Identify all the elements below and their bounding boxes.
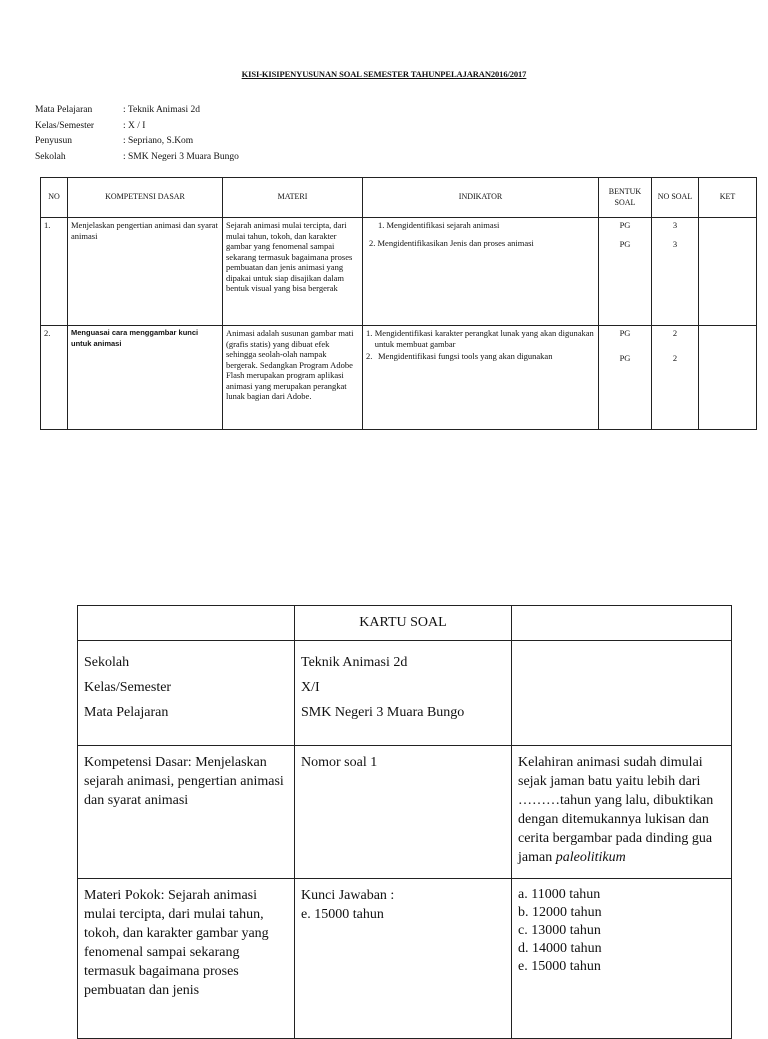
meta-row-school	[35, 150, 239, 166]
option-item: e. 15000 tahun	[518, 959, 601, 974]
kartu-values	[295, 641, 512, 746]
indikator-text: Mengidentifikasi fungsi tools yang akan digunakan	[378, 351, 553, 361]
row-kompetensi: Menguasai cara menggambar kunci untuk animasi	[68, 326, 223, 430]
no-soal-value: 2	[672, 328, 678, 338]
answer-options	[512, 879, 732, 1039]
kunci-value: e. 15000 tahun	[301, 907, 384, 922]
row-bentuk	[599, 218, 652, 326]
indikator-item: 2. Mengidentifikasikan Jenis dan proses animasi	[369, 237, 534, 248]
meta-label: Mata Pelajaran	[35, 105, 93, 115]
question-body: Kelahiran animasi sudah dimulai sejak jaman batu yaitu lebih dari ………tahun yang lalu, dibuktikan dengan ditemukannya lukisan dan cerita bergambar pada dinding gua jaman	[518, 755, 714, 865]
meta-label: Kelas/Semester	[35, 120, 95, 131]
kartu-title: KARTU SOAL	[295, 606, 512, 641]
meta-label: Penyusun	[35, 136, 72, 146]
row-ket	[699, 326, 757, 430]
nomor-soal: Nomor soal 1	[295, 746, 512, 879]
meta-value: : Teknik Animasi 2d	[123, 105, 201, 115]
kartu-answer-row	[78, 879, 732, 1039]
row-ket	[699, 218, 757, 326]
question-italic: paleolitikum	[555, 850, 626, 865]
row-kompetensi: Menjelaskan pengertian animasi dan syarat animasi	[68, 218, 223, 326]
no-soal-value: 3	[672, 220, 678, 230]
row-bentuk	[599, 326, 652, 430]
row-no-soal	[652, 326, 699, 430]
empty-cell	[78, 606, 295, 641]
meta-value: : SMK Negeri 3 Muara Bungo	[123, 151, 239, 162]
row-indikator	[363, 326, 599, 430]
meta-value: : Sepriano, S.Kom	[123, 136, 194, 146]
row-materi: Sejarah animasi mulai tercipta, dari mulai tahun, tokoh, dan karakter gambar yang fenomenal sampai sekarang termasuk bagaimana proses pembuatan dan jenis animasi yang dipakai untuk siap disajikan dalam bentuk visual yang bisa bergerak	[223, 218, 363, 326]
table-header-row	[41, 178, 757, 218]
document-title: KISI-KISIPENYUSUNAN SOAL SEMESTER TAHUNPELAJARAN2016/2017	[241, 69, 527, 79]
table-row	[41, 218, 757, 326]
meta-row-class	[35, 119, 239, 135]
kartu-value: X/I	[301, 680, 320, 695]
meta-row-author	[35, 134, 239, 150]
column-header: INDIKATOR	[363, 178, 599, 218]
kartu-value: Teknik Animasi 2d	[301, 655, 408, 670]
row-materi: Animasi adalah susunan gambar mati (grafis statis) yang dibuat efek sehingga seolah-olah nampak bergerak. Sedangkan Program Adobe Flash merupakan program aplikasi animasi yang merupakan perangkat lunak bagian dari Adobe.	[223, 326, 363, 430]
kompetensi-dasar: Kompetensi Dasar: Menjelaskan sejarah animasi, pengertian animasi dan syarat animasi	[78, 746, 295, 879]
column-header: NO	[41, 178, 68, 218]
row-indikator	[363, 218, 599, 326]
kartu-label: Kelas/Semester	[84, 680, 172, 695]
option-item: c. 13000 tahun	[518, 923, 601, 938]
kartu-label: Mata Pelajaran	[84, 705, 169, 720]
indikator-text: Mengidentifikasi karakter perangkat lunak yang akan digunakan untuk membuat gambar	[374, 328, 594, 349]
column-header: KOMPETENSI DASAR	[68, 178, 223, 218]
kunci-jawaban	[295, 879, 512, 1039]
no-soal-value: 3	[672, 238, 678, 249]
indikator-item: 1. Mengidentifikasi sejarah animasi	[378, 220, 500, 230]
meta-value: : X / I	[123, 120, 146, 131]
row-number: 1.	[41, 218, 68, 326]
kartu-labels	[78, 641, 295, 746]
table-row	[41, 326, 757, 430]
kartu-value: SMK Negeri 3 Muara Bungo	[301, 705, 465, 720]
column-header: MATERI	[223, 178, 363, 218]
option-item: d. 14000 tahun	[518, 941, 602, 956]
row-number: 2.	[41, 326, 68, 430]
materi-pokok: Materi Pokok: Sejarah animasi mulai tercipta, dari mulai tahun, tokoh, dan karakter gambar yang fenomenal sampai sekarang termasuk bagaimana proses pembuatan dan jenis	[78, 879, 295, 1039]
bentuk-value: PG	[619, 238, 631, 249]
kartu-header-row	[78, 606, 732, 641]
option-item: a. 11000 tahun	[518, 887, 601, 902]
no-soal-value: 2	[672, 352, 678, 363]
empty-cell	[512, 641, 732, 746]
column-header: KET	[699, 178, 757, 218]
row-no-soal	[652, 218, 699, 326]
indikator-item	[366, 328, 595, 349]
meta-label: Sekolah	[35, 151, 66, 162]
bentuk-value: PG	[619, 328, 631, 338]
bentuk-value: PG	[619, 220, 631, 230]
meta-row-subject	[35, 103, 239, 119]
indikator-number: 2.	[366, 351, 373, 361]
document-meta	[35, 103, 239, 165]
kartu-question-row	[78, 746, 732, 879]
empty-cell	[512, 606, 732, 641]
kunci-label: Kunci Jawaban :	[301, 888, 395, 903]
bentuk-value: PG	[619, 352, 631, 363]
kisi-table	[40, 177, 757, 430]
kartu-info-row	[78, 641, 732, 746]
indikator-number: 1.	[366, 328, 373, 338]
option-item: b. 12000 tahun	[518, 905, 602, 920]
column-header: NO SOAL	[652, 178, 699, 218]
question-text	[512, 746, 732, 879]
kartu-label: Sekolah	[84, 655, 130, 670]
column-header: BENTUK SOAL	[599, 178, 652, 218]
kartu-soal-table	[77, 605, 732, 1039]
indikator-item	[366, 351, 595, 362]
